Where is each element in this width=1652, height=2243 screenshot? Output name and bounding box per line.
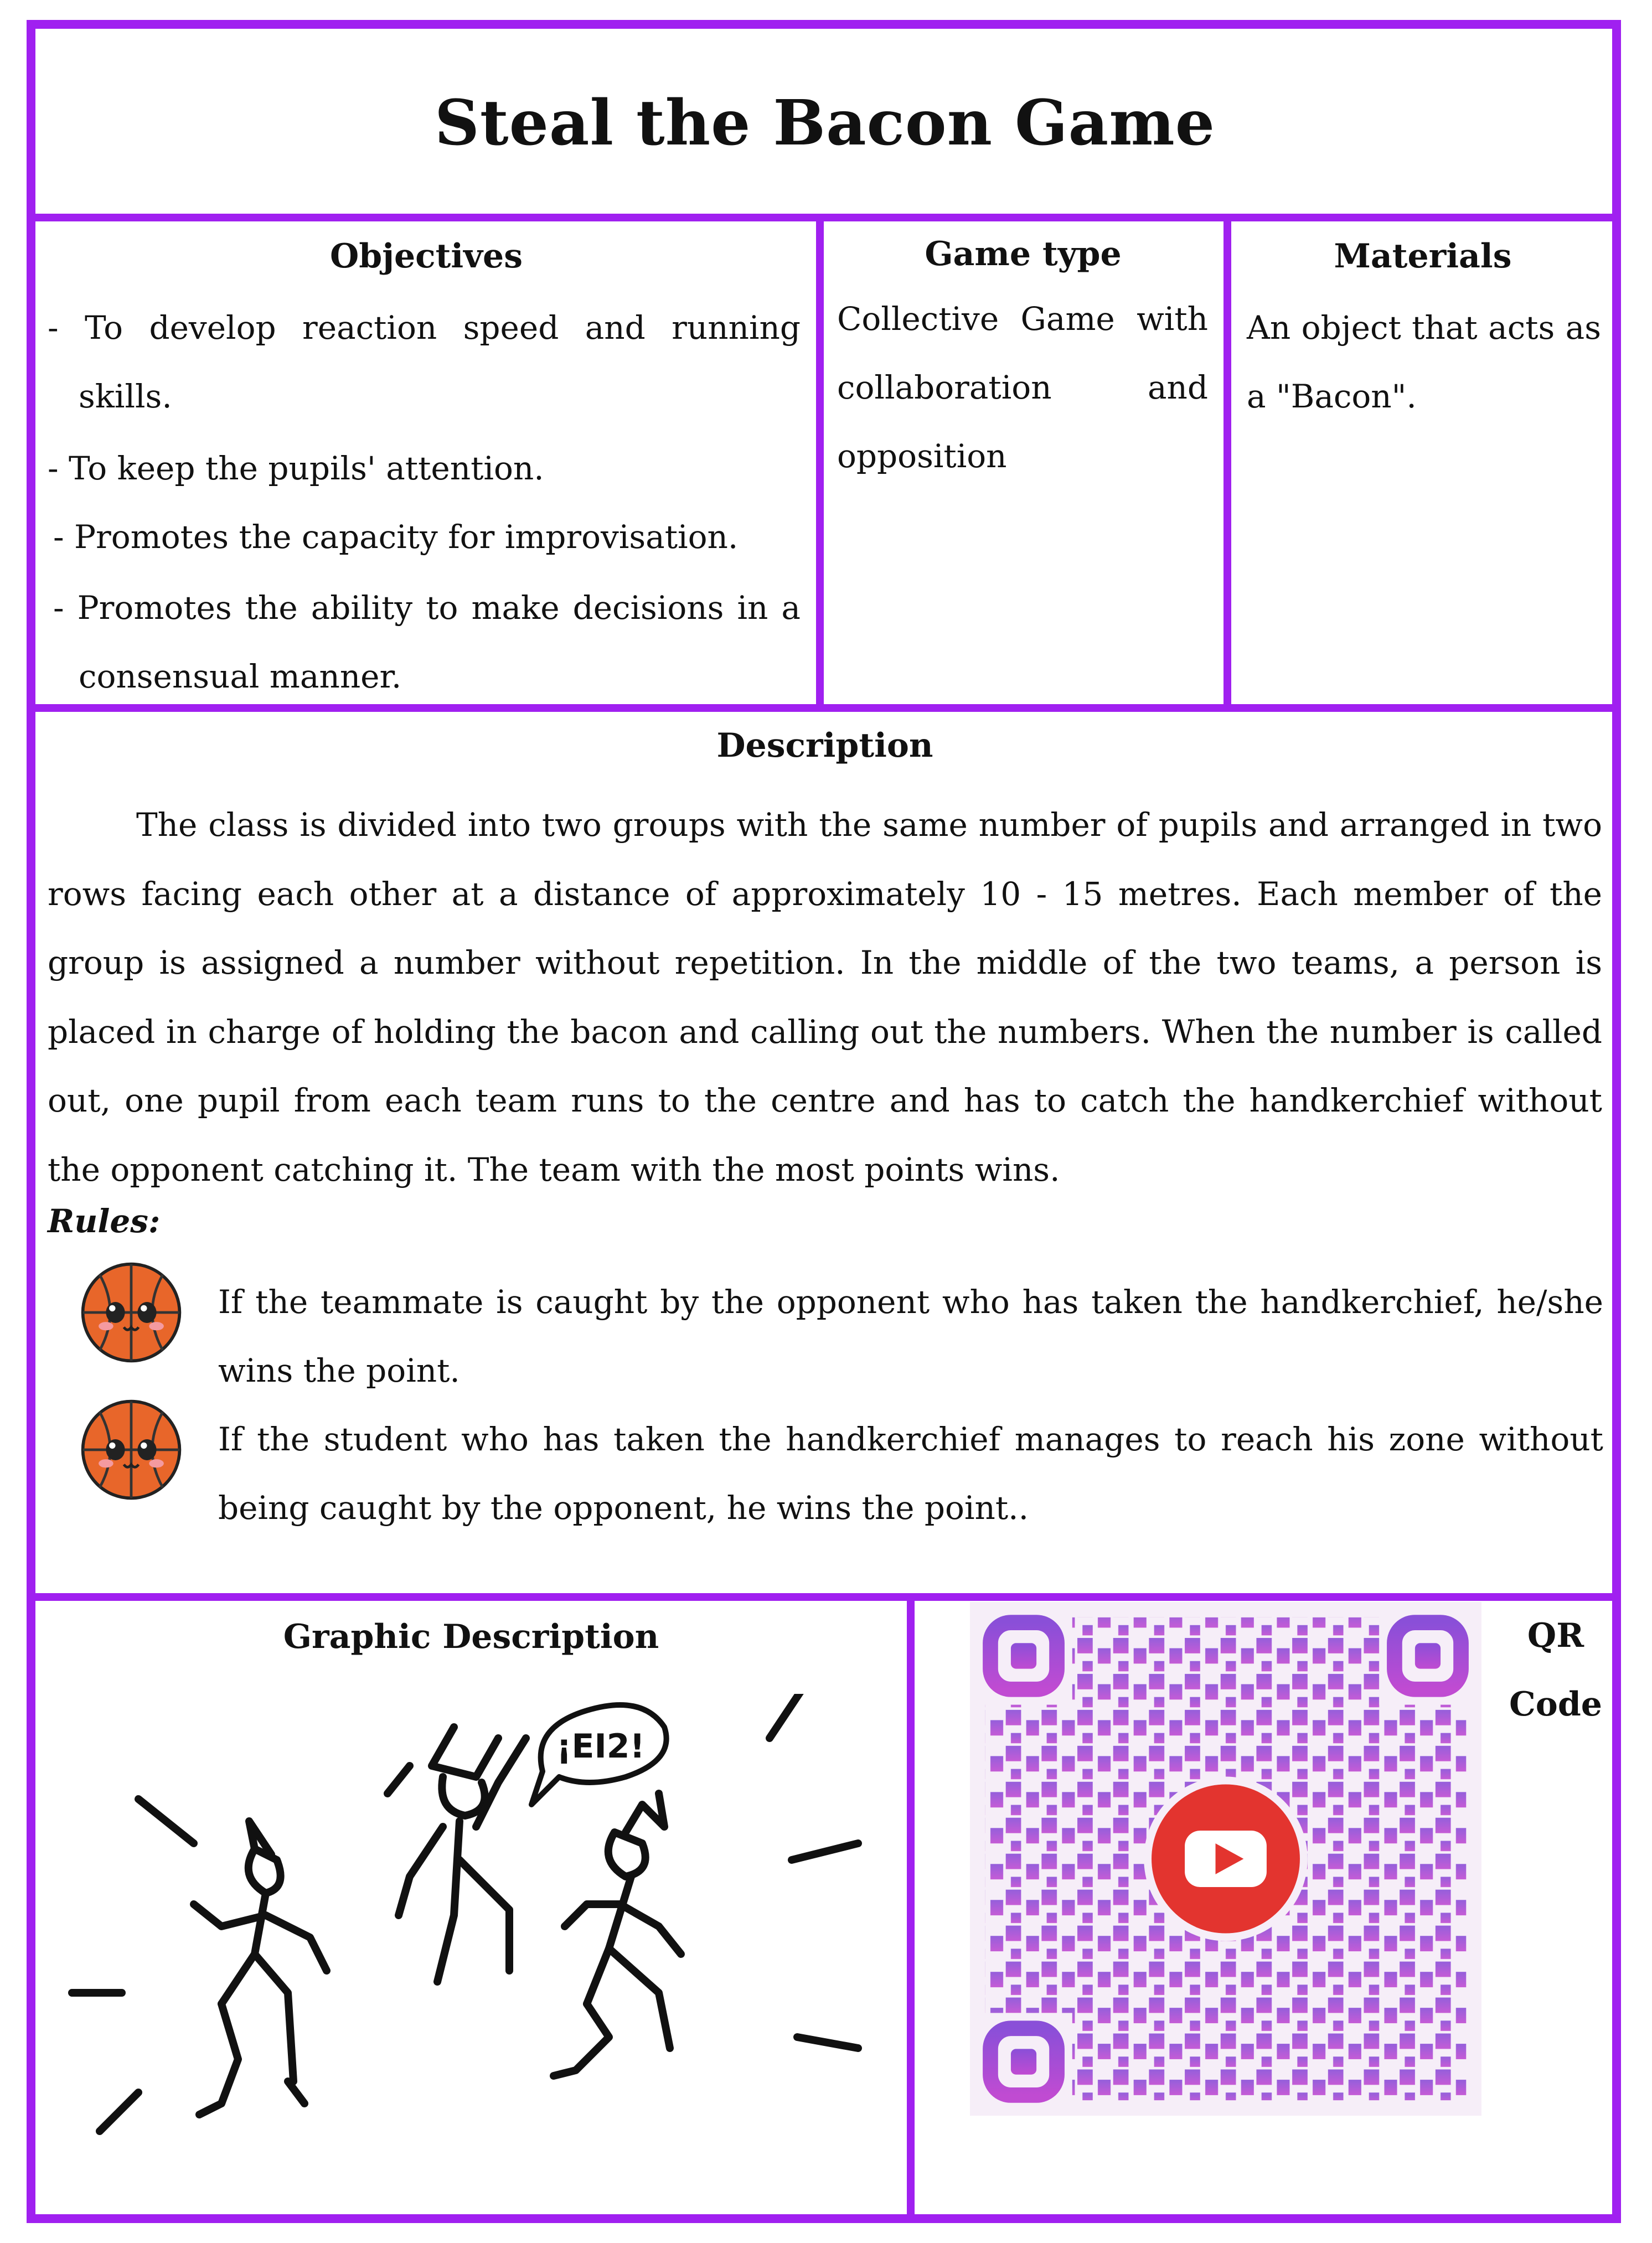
objective-item-2 xyxy=(48,434,801,503)
objective-item-2-text: - To keep the pupils' attention. xyxy=(48,449,544,487)
basketball-face-icon xyxy=(79,1260,184,1365)
divider-graphic-qr xyxy=(907,1596,915,2222)
players-sketch-illustration xyxy=(55,1694,897,2203)
divider-description xyxy=(31,1593,1618,1601)
page-title: Steal the Bacon Game xyxy=(435,86,1215,159)
materials-heading: Materials xyxy=(1334,237,1512,276)
materials-text: An object that acts as a "Bacon". xyxy=(1247,309,1601,415)
speech-bubble-text: ¡EI2! xyxy=(556,1727,645,1766)
objective-item-4-text: - Promotes the ability to make decisions in a consensual manner. xyxy=(53,589,801,695)
objective-item-3-text: - Promotes the capacity for improvisation. xyxy=(53,518,739,556)
description-paragraph: The class is divided into two groups with the same number of pupils and arranged in two rows facing each other at a distance of approximately 10 - 15 metres. Each member of the group is assigned a number without repetition. In the middle of the two teams, a person is placed in charge of holding the bacon and calling out the numbers. When the number is called out, one pupil from each team runs to the centre and has to catch the handkerchief without the opponent catching it. The team with the most points wins. xyxy=(48,806,1602,1188)
objective-item-1-text: - To develop reaction speed and running skills. xyxy=(48,309,801,415)
rule-item-1: If the teammate is caught by the opponent who has taken the handkerchief, he/she wins the point. xyxy=(218,1283,1603,1389)
graphic-heading: Graphic Description xyxy=(283,1617,659,1656)
description-heading: Description xyxy=(716,726,933,765)
objective-item-3 xyxy=(53,503,801,571)
objective-item-1 xyxy=(48,293,801,431)
divider-gametype-materials xyxy=(1223,217,1231,707)
game-type-text: Collective Game with collaboration and opposition xyxy=(837,300,1208,475)
qr-code-image xyxy=(970,1602,1481,2116)
rules-label: Rules: xyxy=(48,1202,161,1240)
qr-label-line-1: QR xyxy=(1527,1616,1584,1655)
basketball-face-icon xyxy=(79,1397,184,1502)
divider-objectives-gametype xyxy=(816,217,824,707)
game-type-heading: Game type xyxy=(925,235,1122,273)
objectives-heading: Objectives xyxy=(330,237,523,276)
objective-item-4 xyxy=(53,573,801,711)
rule-item-2: If the student who has taken the handkerchief manages to reach his zone without being caught by the opponent, he wins the point.. xyxy=(218,1420,1603,1527)
qr-label-line-2: Code xyxy=(1509,1685,1602,1724)
